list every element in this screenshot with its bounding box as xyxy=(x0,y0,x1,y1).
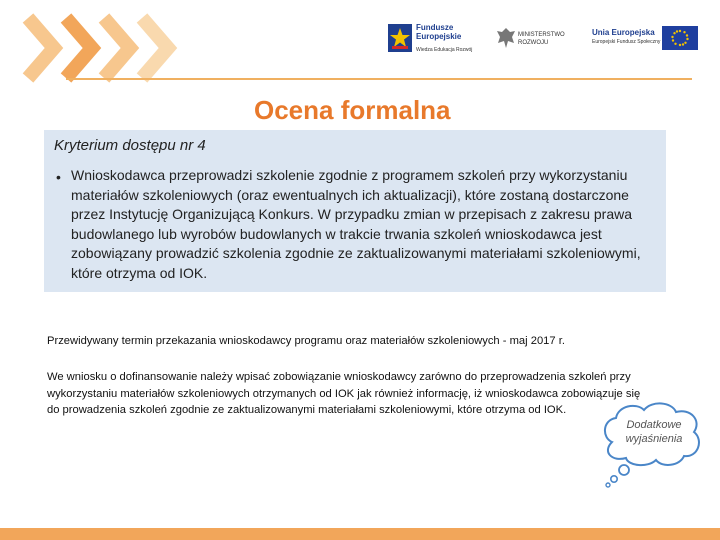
bullet-icon: • xyxy=(56,169,61,185)
ministry-line-1: MINISTERSTWO xyxy=(518,32,565,38)
ministry-line-2: ROZWOJU xyxy=(518,40,549,46)
criterion-box xyxy=(44,130,666,292)
deadline-note: Przewidywany termin przekazania wnioskodawcy programu oraz materiałów szkoleniowych - maj 2017 r. xyxy=(47,335,565,347)
header-divider xyxy=(66,78,692,80)
ministry-text xyxy=(518,31,565,47)
eu-logo xyxy=(592,24,700,56)
eu-fund: Europejski Fundusz Społeczny xyxy=(592,39,661,45)
eu-flag-icon xyxy=(662,26,698,50)
bottom-bar xyxy=(0,528,720,540)
callout-text xyxy=(612,418,696,446)
page-title: Ocena formalna xyxy=(254,95,451,125)
callout-line-2: wyjaśnienia xyxy=(625,433,683,445)
eu-name: Unia Europejska xyxy=(592,28,655,37)
fe-name: Fundusze Europejskie xyxy=(416,23,462,41)
eagle-emblem-icon xyxy=(496,26,516,50)
instruction-note: We wniosku o dofinansowanie należy wpisać zobowiązanie wnioskodawcy zarówno do przeprowadzenia szkoleń przy wykorzystaniu materiałów szkoleniowych otrzymanych od IOK jak również informację, iż wnioskodawca zobowiązuje się do prowadzenia szkoleń zgodnie ze zaktualizowanymi materiałami szkoleniowymi, które otrzyma od IOK. xyxy=(47,371,641,416)
criterion-header: Kryterium dostępu nr 4 xyxy=(54,137,206,154)
callout-line-1: Dodatkowe xyxy=(626,419,682,431)
funding-logos xyxy=(384,20,700,60)
star-icon xyxy=(388,24,412,52)
fundusze-europejskie-logo xyxy=(384,20,494,60)
chevron-decoration-icon xyxy=(22,8,242,88)
fe-program: Wiedza Edukacja Rozwój xyxy=(416,47,473,53)
ministry-logo xyxy=(496,24,578,56)
criterion-bullet-text: Wnioskodawca przeprowadzi szkolenie zgodnie z programem szkoleń przy wykorzystaniu materiałów szkoleniowych (oraz ewentualnych ich aktualizacji), które zostaną dostarczone przez Instytucję Organizującą Konkurs. W przypadku zmian w przepisach z zakresu prawa budowlanego lub wyrobów budowlanych w trakcie trwania szkoleń wnioskodawca jest zobowiązany prowadzić szkolenia zgodnie ze zaktualizowanymi materiałami szkoleniowymi, które otrzyma od IOK. xyxy=(71,167,641,281)
